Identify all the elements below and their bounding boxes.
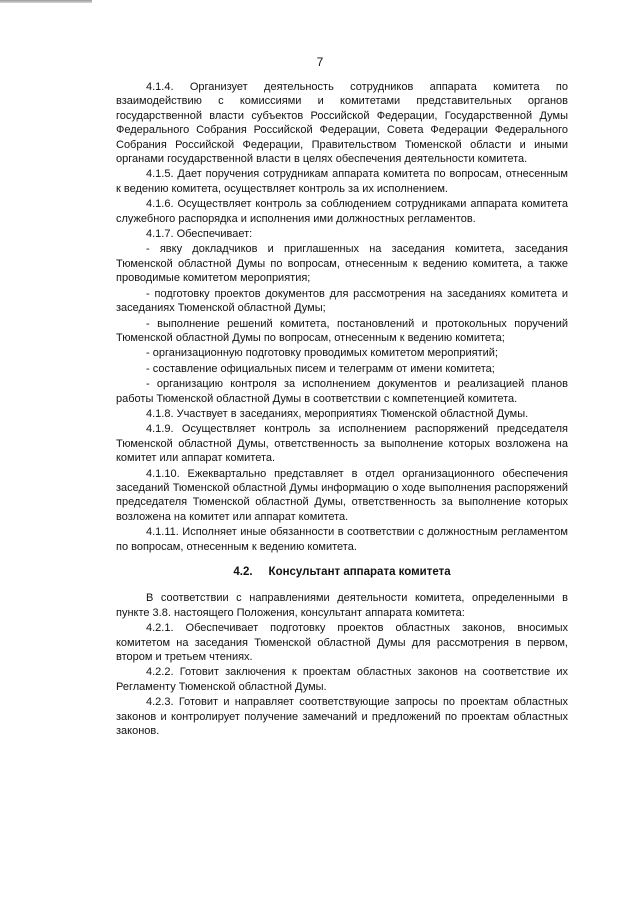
paragraph-4-1-10: 4.1.10. Ежеквартально представляет в отдел организационного обеспечения заседаний Тюменской областной Думы информацию о ходе выполнения распоряжений председателя Тюменской областной Думы, ответственность за выполнение которых возложена на комитет или аппарат комитета. [116, 467, 568, 523]
paragraph-4-1-8: 4.1.8. Участвует в заседаниях, мероприятиях Тюменской областной Думы. [146, 407, 529, 420]
document-body [116, 80, 568, 739]
page-number: 7 [316, 55, 324, 69]
list-item-sostavlenie: - составление официальных писем и телеграмм от имени комитета; [146, 362, 495, 375]
paragraph-4-2-3: 4.2.3. Готовит и направляет соответствующие запросы по проектам областных законов и контролирует получение замечаний и предложений по проектам областных законов. [116, 696, 568, 738]
scan-edge-mark [0, 0, 92, 3]
paragraph-4-1-11: 4.1.11. Исполняет иные обязанности в соответствии с должностным регламентом по вопросам, отнесенным к ведению комитета. [116, 526, 568, 553]
list-item-organizatsionnaya: - организационную подготовку проводимых комитетом мероприятий; [146, 347, 498, 360]
list-item-yavka: - явку докладчиков и приглашенных на заседания комитета, заседания Тюменской областной Думы по вопросам, отнесенным к ведению комитета, а также проводимые комитетом мероприятия; [116, 243, 568, 285]
paragraph-4-1-9: 4.1.9. Осуществляет контроль за исполнением распоряжений председателя Тюменской областной Думы, ответственность за выполнение которых возложена на комитет или аппарат комитета. [116, 423, 568, 465]
paragraph-4-1-4: 4.1.4. Организует деятельность сотрудников аппарата комитета по взаимодействию с комиссиями и комитетами представительных органов государственной власти субъектов Российской Федерации, Государственной Думы Федерального Собрания Российской Федерации, Совета Федерации Федерального Собрания Российской Федерации, Правительством Тюменской области и иными органами государственной власти в целях обеспечения деятельности комитета. [116, 81, 568, 166]
section-heading-4-2 [116, 565, 568, 579]
paragraph-4-1-5: 4.1.5. Дает поручения сотрудникам аппарата комитета по вопросам, отнесенным к ведению комитета, осуществляет контроль за их исполнением. [116, 168, 568, 195]
paragraph-4-2-intro: В соответствии с направлениями деятельности комитета, определенными в пункте 3.8. настоящего Положения, консультант аппарата комитета: [116, 592, 568, 619]
section-number: 4.2. [233, 566, 253, 578]
paragraph-4-1-7: 4.1.7. Обеспечивает: [146, 228, 253, 241]
paragraph-4-1-6: 4.1.6. Осуществляет контроль за соблюдением сотрудниками аппарата комитета служебного распорядка и исполнения ими должностных регламентов. [116, 198, 568, 225]
paragraph-4-2-1: 4.2.1. Обеспечивает подготовку проектов областных законов, вносимых комитетом на заседания Тюменской областной Думы для рассмотрения в первом, втором и третьем чтениях. [116, 622, 568, 664]
section-title: Консультант аппарата комитета [268, 566, 451, 578]
paragraph-4-2-2: 4.2.2. Готовит заключения к проектам областных законов на соответствие их Регламенту Тюменской областной Думы. [116, 666, 568, 693]
list-item-vypolnenie: - выполнение решений комитета, постановлений и протокольных поручений Тюменской областной Думы по вопросам, отнесенным к ведению комитета; [116, 317, 568, 344]
list-item-kontrol: - организацию контроля за исполнением документов и реализацией планов работы Тюменской областной Думы в соответствии с компетенцией комитета. [116, 378, 568, 405]
list-item-podgotovka: - подготовку проектов документов для рассмотрения на заседаниях комитета и заседаниях Тюменской областной Думы; [116, 287, 568, 315]
